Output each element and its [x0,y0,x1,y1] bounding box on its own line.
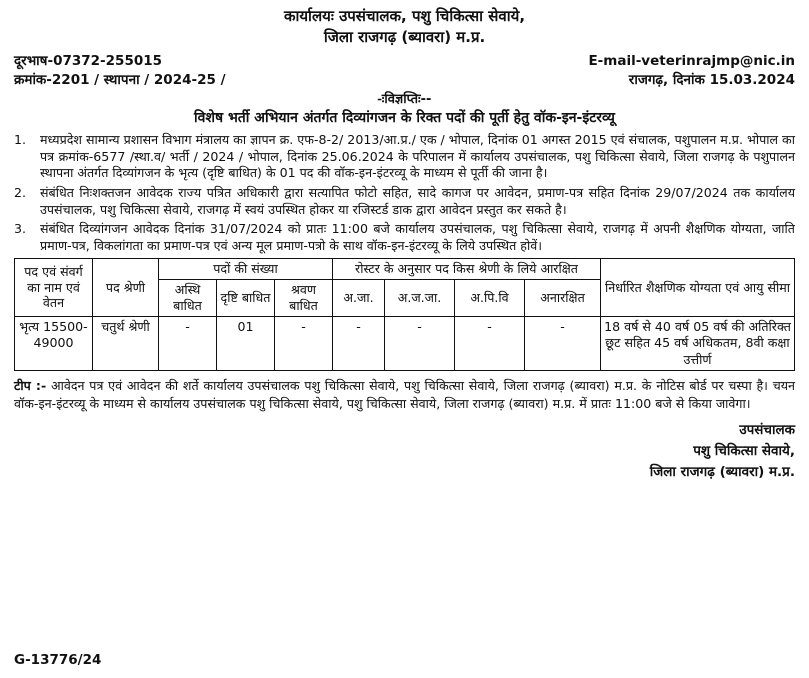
subheader-cell: अ.जा. [333,280,385,316]
header-post-count: पदों की संख्या [159,259,333,280]
subheader-cell: श्रवण बाधित [275,280,333,316]
roster-cell: - [525,316,601,371]
roster-cell: - [385,316,455,371]
paragraph-text: मध्यप्रदेश सामान्य प्रशासन विभाग मंत्रालय का ज्ञापन क्र. एफ-8-2/ 2013/आ.प्र./ एक / भोपाल, दिनांक 01 अगस्त 2015 एवं संचालक, पशुपालन म.प्र. भोपाल का पत्र क्रमांक-6577 /स्था.व/ भर्ती / 2024 / भोपाल, दिनांक 25.06.2024 के परिपालन में कार्यालय उपसंचालक, पशु चिकित्सा सेवाये, जिला राजगढ़ के पशुपालन स्थापना अंतर्गत दिव्यांगजन के भृत्य (दृष्टि बाधित) के 01 पद की वॉक-इन-इंटरव्यू के माध्यम से पूर्ती की जाना है। [40,132,795,181]
subheader-cell: अनारक्षित [525,280,601,316]
header-class: पद श्रेणी [93,259,159,316]
paragraph-1 [14,132,795,182]
phone-number: दूरभाष-07372-255015 [14,53,163,69]
paragraph-number: 2. [14,184,27,200]
office-header [14,6,795,48]
count-cell: - [275,316,333,371]
subheader-cell: दृष्टि बाधित [217,280,275,316]
vacancy-table [14,258,795,371]
subheader-cell: अस्थि बाधित [159,280,217,316]
signature-title: उपसंचालक [739,422,795,439]
notice-subject: विशेष भर्ती अभियान अंतर्गत दिव्यांगजन के रिक्त पदों की पूर्ती हेतु वॉक-इन-इंटरव्यू [194,110,615,127]
header-qualification: निर्धारित शैक्षणिक योग्यता एवं आयु सीमा [601,259,795,316]
signature-department: पशु चिकित्सा सेवाये, [693,443,795,460]
office-name: कार्यालयः उपसंचालक, पशु चिकित्सा सेवाये, [283,7,526,25]
paragraph-text: संबंधित निःशक्तजन आवेदक राज्य पत्रित अधिकारी द्वारा सत्यापित फोटो सहित, सादे कागज पर आवेदन, प्रमाण-पत्र सहित दिनांक 29/07/2024 तक कार्यालय उपसंचालक, पशु चिकित्सा सेवाये, राजगढ़ में स्वयं उपस्थित होकर या रजिस्टर्ड डाक द्वारा आवेदन प्रस्तुत कर सकते है। [40,184,795,217]
table-header-row [15,259,795,280]
paragraph-3 [14,221,795,254]
contact-row [14,52,795,71]
post-cell: भृत्य 15500-49000 [15,316,93,371]
count-cell: 01 [217,316,275,371]
roster-cell: - [455,316,525,371]
office-location: जिला राजगढ़ (ब्यावरा) म.प्र. [323,28,486,46]
header-roster: रोस्टर के अनुसार पद किस श्रेणी के लिये आरक्षित [333,259,601,280]
note-section [14,377,795,412]
signature-location: जिला राजगढ़ (ब्यावरा) म.प्र. [649,464,795,481]
email-address: E-mail-veterinrajmp@nic.in [588,53,795,69]
subheader-cell: अ.ज.जा. [385,280,455,316]
paragraph-2 [14,185,795,218]
place-date: राजगढ़, दिनांक 15.03.2024 [628,72,795,88]
note-text: आवेदन पत्र एवं आवेदन की शर्ते कार्यालय उपसंचालक पशु चिकित्सा सेवाये, पशु चिकित्सा सेवाये, जिला राजगढ़ (ब्यावरा) म.प्र. के नोटिस बोर्ड पर चस्पा है। चयन वॉक-इन-इंटरव्यू के माध्यम से कार्यालय उपसंचालक पशु चिकित्सा सेवाये, पशु चिकित्सा सेवाये, जिला राजगढ़ (ब्यावरा) म.प्र. में प्रातः 11:00 बजे से किया जावेगा। [14,378,795,411]
table-row [15,316,795,371]
order-row [14,71,795,90]
subheader-cell: अ.पि.वि [455,280,525,316]
paragraph-text: संबंधित दिव्यांगजन आवेदक दिनांक 31/07/2024 को प्रातः 11:00 बजे कार्यालय उपसंचालक, पशु चिकित्सा सेवाये, राजगढ़ में अपनी शैक्षणिक योग्यता, जाति प्रमाण-पत्र, विकलांगता का प्रमाण-पत्र एवं अन्य मूल प्रमाण-पत्रो के साथ वॉक-इन-इंटरव्यू के लिये उपस्थित होवें। [40,221,795,253]
note-label: टीप :- [14,378,47,394]
notice-heading: -ःविज्ञप्तिः-- [377,92,432,107]
order-number: क्रमांक-2201 / स्थापना / 2024-25 / [14,72,226,88]
qualification-cell: 18 वर्ष से 40 वर्ष 05 वर्ष की अतिरिक्त छूट सहित 45 वर्ष अधिकतम, 8वी कक्षा उत्तीर्ण [601,316,795,371]
signature-block [14,420,795,483]
count-cell: - [159,316,217,371]
roster-cell: - [333,316,385,371]
class-cell: चतुर्थ श्रेणी [93,316,159,371]
paragraph-number: 1. [14,132,27,148]
reference-code: G-13776/24 [14,652,102,669]
paragraph-number: 3. [14,221,27,237]
header-post: पद एवं संवर्ग का नाम एवं वेतन [15,259,93,316]
